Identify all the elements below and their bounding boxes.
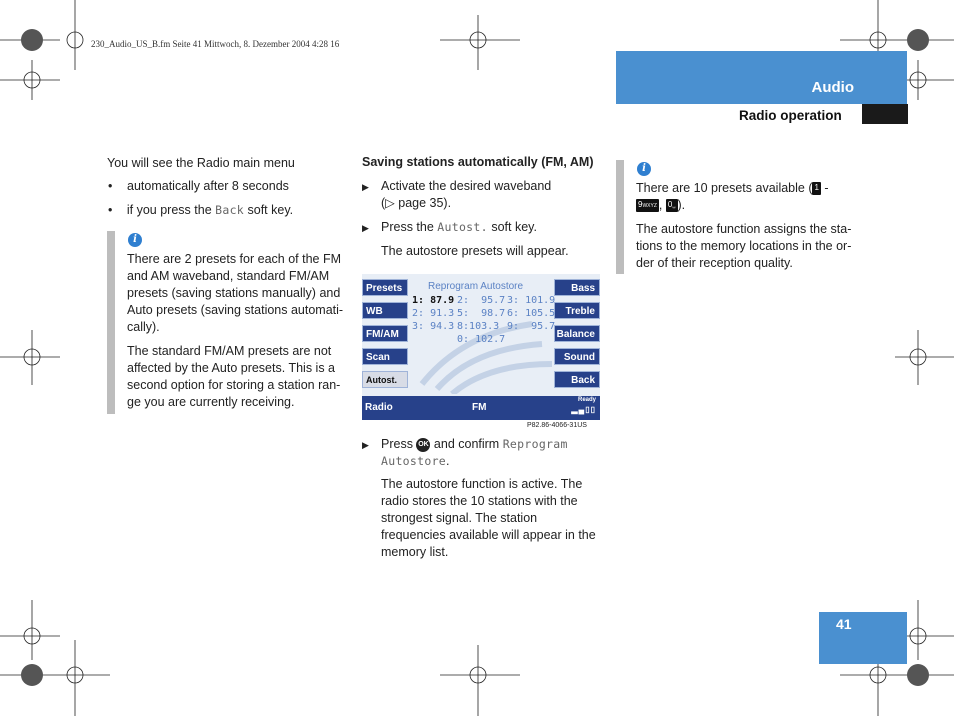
status-radio: Radio bbox=[365, 402, 393, 413]
softkey-sound[interactable]: Sound bbox=[554, 348, 600, 365]
info-icon: i bbox=[637, 162, 651, 176]
section-heading: Saving stations automatically (FM, AM) bbox=[362, 155, 594, 169]
preset-freq: 98.7 bbox=[481, 308, 506, 319]
softkey-balance[interactable]: Balance bbox=[554, 325, 600, 342]
softkey-wb[interactable]: WB bbox=[362, 302, 408, 319]
intro-text: You will see the Radio main menu bbox=[107, 156, 295, 170]
preset-num: 0: bbox=[457, 334, 470, 345]
file-meta: 230_Audio_US_B.fm Seite 41 Mittwoch, 8. Dezember 2004 4:28 16 bbox=[91, 39, 340, 49]
preset-freq: 102.7 bbox=[475, 334, 506, 345]
section-title: Audio bbox=[811, 79, 854, 96]
step-text bbox=[381, 453, 450, 470]
info-paragraph: There are 10 presets available ( 1 - 9WXYZ , 0␣ ). bbox=[636, 181, 829, 212]
softkey-treble[interactable]: Treble bbox=[554, 302, 600, 319]
preset-num: 5: bbox=[457, 308, 470, 319]
radio-screen bbox=[362, 274, 600, 420]
preset-1 bbox=[412, 295, 454, 306]
page-number: 41 bbox=[836, 616, 852, 632]
step-text: Activate the desired waveband bbox=[381, 179, 552, 193]
step-text bbox=[381, 436, 568, 453]
step-result: The autostore presets will appear. bbox=[381, 244, 569, 258]
softkey-autost[interactable]: Autost. bbox=[362, 371, 408, 388]
info-bar bbox=[616, 160, 624, 274]
page-number-box bbox=[819, 612, 907, 664]
step-text-part: soft key. bbox=[487, 220, 537, 234]
info-text-part: ). bbox=[677, 198, 686, 212]
step-arrow-icon: ▶ bbox=[362, 182, 369, 192]
section-box bbox=[616, 51, 907, 104]
preset-6 bbox=[507, 308, 555, 319]
bullet-text: if you press the bbox=[126, 203, 216, 217]
preset-freq: 94.3 bbox=[430, 321, 455, 332]
screen-status-bar bbox=[362, 396, 600, 420]
status-ready: Ready bbox=[577, 397, 596, 403]
key-label: 9 bbox=[638, 200, 643, 210]
preset-num: 2: bbox=[412, 308, 425, 319]
preset-num: 1: bbox=[412, 295, 425, 306]
preset-num: 3: bbox=[412, 321, 425, 332]
info-icon: i bbox=[128, 233, 142, 247]
step-text-part: and confirm bbox=[430, 437, 503, 451]
key-1-icon: 1 bbox=[812, 182, 820, 195]
preset-freq: 105.5 bbox=[525, 308, 556, 319]
step-text-part: Press the bbox=[381, 220, 438, 234]
preset-freq: 95.7 bbox=[531, 321, 556, 332]
step-text bbox=[381, 219, 537, 236]
subsection-title: Radio operation bbox=[739, 108, 842, 123]
key-9-icon bbox=[636, 199, 659, 212]
step-arrow-icon: ▶ bbox=[362, 223, 369, 233]
preset-freq: 101.9 bbox=[525, 295, 556, 306]
preset-10 bbox=[457, 334, 505, 345]
bullet: • bbox=[108, 203, 113, 217]
step-text: (▷ page 35). bbox=[381, 196, 452, 210]
ok-button-icon: OK bbox=[416, 438, 430, 452]
bullet-text: automatically after 8 seconds bbox=[127, 179, 289, 193]
status-band: FM bbox=[472, 402, 487, 413]
preset-num: 3: bbox=[507, 295, 520, 306]
key-0-icon bbox=[666, 199, 678, 212]
softkey-bass[interactable]: Bass bbox=[554, 279, 600, 296]
preset-freq: 91.3 bbox=[430, 308, 455, 319]
key-label: 0 bbox=[667, 200, 673, 210]
preset-4 bbox=[412, 308, 454, 319]
preset-num: 2: bbox=[457, 295, 470, 306]
list-item bbox=[108, 178, 289, 195]
step-result: The autostore function is active. The radio stores the 10 stations with the strongest signal. The station frequencies available will appear in the memory list. bbox=[381, 477, 596, 559]
softkey-presets[interactable]: Presets bbox=[362, 279, 408, 296]
softkey-back[interactable]: Back bbox=[554, 371, 600, 388]
step-text-part: . bbox=[446, 454, 450, 468]
softkey-scan[interactable]: Scan bbox=[362, 348, 408, 365]
signal-strength-icon: ▂▄▯▯ bbox=[571, 405, 596, 414]
preset-8 bbox=[457, 321, 499, 332]
screen-title: Reprogram Autostore bbox=[428, 281, 524, 292]
info-text-part: - bbox=[820, 181, 829, 195]
info-paragraph: The autostore function assigns the sta-tions to the memory locations in the or-der of their reception quality. bbox=[636, 222, 852, 270]
preset-freq: 103.3 bbox=[469, 321, 500, 332]
bullet: • bbox=[108, 179, 113, 193]
step-arrow-icon: ▶ bbox=[362, 440, 369, 450]
section-tab bbox=[862, 104, 908, 124]
softkey-fm-am[interactable]: FM/AM bbox=[362, 325, 408, 342]
info-bar bbox=[107, 231, 115, 414]
preset-2 bbox=[457, 295, 505, 306]
preset-num: 6: bbox=[507, 308, 520, 319]
softkey-code: Back bbox=[215, 203, 245, 217]
menu-code: Autostore bbox=[381, 454, 447, 468]
key-sublabel: WXYZ bbox=[642, 203, 657, 210]
preset-freq: 95.7 bbox=[481, 295, 506, 306]
info-paragraph: There are 2 presets for each of the FM and AM waveband, standard FM/AM presets (saving stations manually) and Auto presets (saving stations automati-cally). bbox=[127, 252, 344, 334]
step-text-part: Press bbox=[381, 437, 417, 451]
softkey-code: Autost. bbox=[437, 220, 488, 234]
preset-num: 8: bbox=[457, 321, 470, 332]
preset-9 bbox=[507, 321, 555, 332]
preset-num: 9: bbox=[507, 321, 520, 332]
info-text-part: There are 10 presets available ( bbox=[636, 181, 813, 195]
bullet-text: soft key. bbox=[244, 203, 294, 217]
menu-code: Reprogram bbox=[502, 437, 568, 451]
list-item bbox=[108, 202, 293, 219]
preset-freq: 87.9 bbox=[430, 295, 455, 306]
info-paragraph: The standard FM/AM presets are not affected by the Auto presets. This is a second option for storing a station ran-ge you are currently receiving. bbox=[127, 344, 341, 409]
preset-5 bbox=[457, 308, 505, 319]
preset-3 bbox=[507, 295, 555, 306]
figure-caption: P82.86-4066-31US bbox=[527, 422, 587, 429]
key-sublabel: ␣ bbox=[672, 203, 676, 210]
preset-7 bbox=[412, 321, 454, 332]
